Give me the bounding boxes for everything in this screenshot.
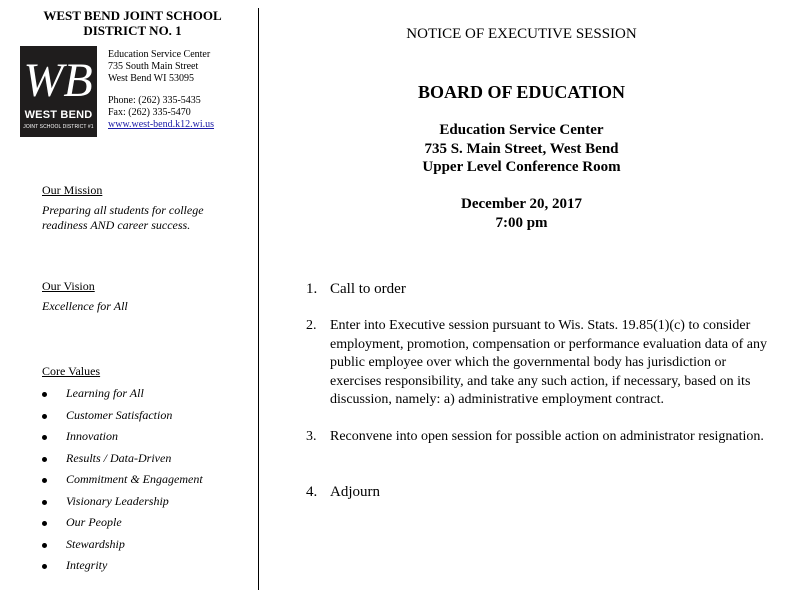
board-heading: BOARD OF EDUCATION — [417, 82, 625, 102]
agenda-number: 2. — [306, 318, 317, 333]
core-value-item: Integrity — [42, 555, 203, 577]
agenda-text: Reconvene into open session for possible action on administrator resignation. — [330, 429, 764, 444]
district-logo — [20, 46, 97, 137]
wb-monogram-icon — [20, 52, 97, 104]
contact-fax: Fax: (262) 335-5470 — [108, 107, 191, 118]
district-title-line2: DISTRICT NO. 1 — [83, 23, 182, 38]
agenda-text: Enter into Executive session pursuant to Wis. Stats. 19.85(1)(c) to consider employment, promotion, compensation or performance evaluation data of any public employee over which the governmental body has jurisdiction or exercises responsibility, and take any such action, if necessary, based on its discussion, namely: a) administrative employment contract. — [330, 318, 767, 408]
column-divider — [258, 8, 259, 590]
contact-street: 735 South Main Street — [108, 61, 199, 72]
core-value-item: Learning for All — [42, 383, 203, 405]
district-title-line1: WEST BEND JOINT SCHOOL — [43, 8, 222, 23]
meeting-time: 7:00 pm — [495, 214, 548, 231]
svg-text:WB: WB — [23, 54, 93, 104]
agenda-item — [306, 483, 776, 502]
location-line3: Upper Level Conference Room — [422, 159, 621, 175]
core-values-list — [42, 383, 203, 577]
core-value-item: Innovation — [42, 426, 203, 448]
agenda-number: 1. — [306, 281, 318, 297]
agenda-item — [306, 280, 776, 299]
core-value-item: Our People — [42, 512, 203, 534]
agenda-item — [306, 317, 776, 410]
agenda-item — [306, 428, 776, 447]
mission-text: Preparing all students for college readiness AND career success. — [42, 203, 204, 232]
vision-heading: Our Vision — [42, 279, 95, 293]
meeting-location — [260, 121, 783, 177]
contact-phone: Phone: (262) 335-5435 — [108, 95, 201, 106]
agenda-text: Adjourn — [330, 484, 380, 500]
contact-city: West Bend WI 53095 — [108, 73, 194, 84]
logo-subtitle: JOINT SCHOOL DISTRICT #1 — [23, 124, 94, 130]
core-value-item: Customer Satisfaction — [42, 405, 203, 427]
agenda-number: 3. — [306, 429, 317, 444]
contact-block — [108, 49, 214, 131]
agenda-text: Call to order — [330, 281, 406, 297]
vision-text: Excellence for All — [42, 299, 128, 313]
logo-name: WEST BEND — [24, 109, 93, 121]
meeting-datetime — [260, 195, 783, 232]
core-value-item: Commitment & Engagement — [42, 469, 203, 491]
contact-org: Education Service Center — [108, 49, 211, 60]
notice-title: NOTICE OF EXECUTIVE SESSION — [406, 26, 637, 42]
core-value-item: Visionary Leadership — [42, 491, 203, 513]
location-line1: Education Service Center — [439, 122, 604, 138]
notice-main — [260, 0, 805, 590]
agenda-number: 4. — [306, 484, 318, 500]
website-link[interactable]: www.west-bend.k12.wi.us — [108, 119, 215, 130]
location-line2: 735 S. Main Street, West Bend — [424, 140, 619, 157]
sidebar — [0, 0, 258, 590]
district-title — [20, 8, 245, 38]
core-values-heading: Core Values — [42, 364, 101, 378]
core-value-item: Results / Data-Driven — [42, 448, 203, 470]
mission-heading: Our Mission — [42, 183, 103, 197]
core-value-item: Stewardship — [42, 534, 203, 556]
meeting-date: December 20, 2017 — [461, 196, 582, 212]
